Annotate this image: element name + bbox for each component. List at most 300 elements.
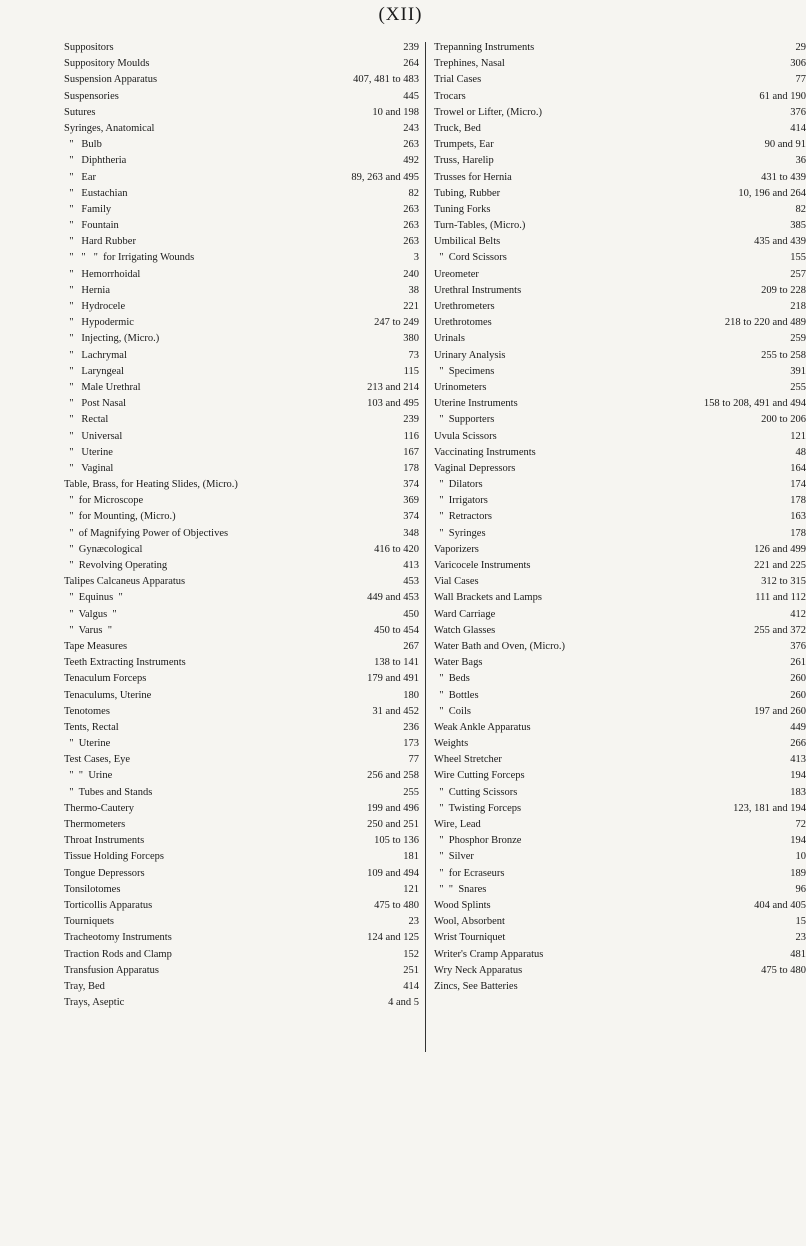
index-entry-label: " Bottles [434, 689, 479, 701]
index-entry-label: " Lachrymal [64, 349, 127, 361]
index-entry-label: Traction Rods and Clamp [64, 948, 172, 960]
index-entry-page: 31 and 452 [372, 705, 419, 717]
index-entry-page: 105 to 136 [374, 835, 419, 847]
index-entry [64, 40, 419, 56]
index-entry [64, 218, 419, 234]
index-entry-page: 213 and 214 [367, 381, 419, 393]
index-entry-label: Thermo-Cautery [64, 802, 134, 814]
index-entry [434, 752, 806, 768]
index-entry-label: Trocars [434, 90, 466, 102]
index-entry [434, 412, 806, 428]
index-entry [434, 947, 806, 963]
index-entry-label: Thermometers [64, 819, 126, 830]
index-entry-page: 167 [403, 446, 419, 458]
index-entry-page: 374 [403, 479, 419, 491]
index-entry [434, 833, 806, 849]
index-entry [434, 736, 806, 752]
index-entry-label: Umbilical Belts [434, 236, 501, 248]
index-entry-page: 103 and 495 [367, 398, 419, 410]
index-entry [64, 963, 419, 979]
index-entry-page: 109 and 494 [367, 867, 419, 879]
index-entry-label: " Rectal [64, 414, 109, 426]
index-entry-label: Truck, Bed [434, 122, 481, 134]
index-entry [434, 882, 806, 898]
index-entry [64, 234, 419, 250]
index-entry-page: 121 [790, 430, 806, 442]
index-entry-label: " Hypodermic [64, 317, 134, 329]
index-entry [64, 736, 419, 752]
index-entry-page: 29 [795, 42, 806, 53]
index-entry-page: 121 [403, 883, 419, 895]
index-entry [434, 671, 806, 687]
index-entry-page: 255 and 372 [754, 624, 806, 636]
index-entry-page: 23 [408, 916, 419, 928]
index-entry-page: 449 and 453 [367, 592, 419, 604]
index-entry-page: 239 [403, 42, 419, 53]
index-entry [64, 461, 419, 477]
page-number: (XII) [378, 4, 423, 25]
index-entry [64, 526, 419, 542]
index-entry-page: 414 [403, 980, 419, 992]
index-entry [434, 477, 806, 493]
index-entry [434, 315, 806, 331]
index-entry [434, 202, 806, 218]
index-entry-page: 348 [403, 527, 419, 539]
index-entry-label: Urethrometers [434, 301, 495, 312]
index-entry-page: 90 and 91 [764, 139, 806, 151]
index-entry [434, 299, 806, 315]
index-entry-label: Water Bath and Oven, (Micro.) [434, 640, 565, 652]
index-entry-label: " Hard Rubber [64, 236, 136, 248]
index-entry-page: 72 [795, 819, 806, 830]
index-entry [434, 542, 806, 558]
index-entry-page: 431 to 439 [761, 171, 806, 183]
index-entry-page: 391 [790, 365, 806, 377]
index-entry [434, 768, 806, 784]
index-entry-label: Urethral Instruments [434, 284, 522, 296]
index-entry [64, 930, 419, 946]
index-entry [64, 866, 419, 882]
index-entry-page: 255 [790, 381, 806, 393]
index-entry-page: 199 and 496 [367, 802, 419, 814]
index-entry-page: 82 [408, 187, 419, 199]
index-entry-page: 247 to 249 [374, 317, 419, 329]
index-entry [434, 56, 806, 72]
index-entry-label: Tenaculum Forceps [64, 673, 147, 685]
index-entry-page: 15 [795, 916, 806, 928]
index-entry [64, 655, 419, 671]
index-entry-page: 194 [790, 770, 806, 782]
index-entry-label: Ward Carriage [434, 608, 496, 620]
index-entry-label: " Phosphor Bronze [434, 835, 522, 847]
index-entry-label: Talipes Calcaneus Apparatus [64, 576, 186, 588]
index-entry-label: " " Urine [64, 770, 113, 782]
index-entry-page: 218 [790, 301, 806, 312]
index-entry-label: Tubing, Rubber [434, 187, 501, 199]
index-entry-label: Vaporizers [434, 543, 479, 555]
index-entry-page: 152 [403, 948, 419, 960]
index-entry-label: Trepanning Instruments [434, 42, 535, 53]
index-entry-page: 126 and 499 [754, 543, 806, 555]
index-entry [434, 574, 806, 590]
index-entry [64, 299, 419, 315]
index-entry-label: " Retractors [434, 511, 492, 523]
index-entry [434, 963, 806, 979]
index-entry-page: 259 [790, 333, 806, 345]
index-entry-page: 416 to 420 [374, 543, 419, 555]
index-entry [64, 186, 419, 202]
index-entry-page: 374 [403, 511, 419, 523]
index-entry-page: 306 [790, 58, 806, 70]
index-entry-label: Wall Brackets and Lamps [434, 592, 542, 604]
index-entry-page: 178 [403, 462, 419, 474]
index-entry [64, 542, 419, 558]
index-entry [64, 947, 419, 963]
index-entry-page: 251 [403, 964, 419, 976]
index-entry [64, 412, 419, 428]
index-entry [64, 688, 419, 704]
index-entry-label: Torticollis Apparatus [64, 899, 153, 911]
index-entry [64, 396, 419, 412]
index-entry [434, 801, 806, 817]
index-entry [434, 267, 806, 283]
index-entry [434, 866, 806, 882]
index-entry-label: Table, Brass, for Heating Slides, (Micro.) [64, 479, 238, 491]
index-entry-label: " Supporters [434, 414, 495, 426]
index-entry [64, 250, 419, 266]
index-entry-page: 73 [408, 349, 419, 361]
index-entry-label: " Diphtheria [64, 155, 127, 167]
index-entry [434, 137, 806, 153]
index-entry-page: 255 [403, 786, 419, 798]
index-entry-label: Suspension Apparatus [64, 74, 158, 86]
index-entry-label: " Uterine [64, 738, 111, 750]
index-entry-page: 236 [403, 721, 419, 733]
index-entry [64, 558, 419, 574]
index-entry-page: 96 [795, 883, 806, 895]
index-entry-label: " Uterine [64, 446, 113, 458]
index-entry-page: 221 and 225 [754, 560, 806, 571]
index-entry-label: Urinary Analysis [434, 349, 506, 361]
index-entry-label: Trowel or Lifter, (Micro.) [434, 106, 542, 118]
index-entry-label: Truss, Harelip [434, 155, 494, 167]
index-entry-label: " Irrigators [434, 495, 488, 507]
index-entry-label: Tissue Holding Forceps [64, 851, 164, 863]
index-entry-page: 450 to 454 [374, 624, 419, 636]
index-column-left [64, 40, 419, 1011]
index-entry [64, 429, 419, 445]
index-entry [434, 396, 806, 412]
index-entry-page: 10 [795, 851, 806, 863]
index-entry-page: 61 and 190 [759, 90, 806, 102]
index-entry-label: Wrist Tourniquet [434, 932, 506, 944]
index-entry-label: Trays, Aseptic [64, 997, 125, 1009]
index-entry-page: 209 to 228 [761, 284, 806, 296]
index-entry-page: 385 [790, 220, 806, 232]
index-entry [434, 914, 806, 930]
index-entry-page: 250 and 251 [367, 819, 419, 830]
index-entry-label: " Ear [64, 171, 96, 183]
index-entry-label: Urinals [434, 333, 465, 345]
index-entry [64, 623, 419, 639]
index-entry [64, 72, 419, 88]
index-entry-label: Wool, Absorbent [434, 916, 505, 928]
index-entry [64, 720, 419, 736]
index-entry [64, 170, 419, 186]
index-entry-page: 180 [403, 689, 419, 701]
index-entry-page: 255 to 258 [761, 349, 806, 361]
index-entry [434, 218, 806, 234]
index-entry [434, 930, 806, 946]
index-entry-page: 435 and 439 [754, 236, 806, 248]
index-entry-page: 163 [790, 511, 806, 523]
index-entry-label: Vial Cases [434, 576, 479, 588]
index-entry-page: 173 [403, 738, 419, 750]
index-entry-page: 155 [790, 252, 806, 264]
index-entry-page: 179 and 491 [367, 673, 419, 685]
index-entry-label: " Family [64, 203, 112, 215]
index-entry [64, 849, 419, 865]
index-entry [64, 477, 419, 493]
index-entry-label: Tonsilotomes [64, 883, 121, 895]
index-entry [434, 639, 806, 655]
index-entry-page: 263 [403, 236, 419, 248]
index-entry [434, 655, 806, 671]
index-entry-page: 267 [403, 640, 419, 652]
index-entry-label: " Valgus " [64, 608, 117, 620]
index-entry-page: 376 [790, 640, 806, 652]
index-entry-label: " Hernia [64, 284, 110, 296]
index-entry-page: 111 and 112 [755, 592, 806, 604]
index-entry-label: " Hemorrhoidal [64, 268, 141, 280]
index-entry [64, 267, 419, 283]
index-entry [64, 153, 419, 169]
index-entry [434, 590, 806, 606]
index-entry [64, 348, 419, 364]
index-entry-page: 260 [790, 689, 806, 701]
index-entry-label: Writer's Cramp Apparatus [434, 948, 544, 960]
index-entry-page: 256 and 258 [367, 770, 419, 782]
index-entry-page: 264 [403, 58, 419, 70]
index-entry-label: " Silver [434, 851, 474, 863]
index-entry-label: Turn-Tables, (Micro.) [434, 220, 526, 232]
index-entry-page: 123, 181 and 194 [733, 802, 806, 814]
index-entry-page: 475 to 480 [761, 964, 806, 976]
index-entry-label: Tuning Forks [434, 203, 491, 215]
index-entry [434, 250, 806, 266]
index-entry-label: Trial Cases [434, 74, 482, 86]
index-entry-page: 138 to 141 [374, 657, 419, 669]
index-entry-page: 183 [790, 786, 806, 798]
index-entry-label: Tenaculums, Uterine [64, 689, 152, 701]
index-entry-label: " Laryngeal [64, 365, 124, 377]
index-entry [434, 234, 806, 250]
index-entry-page: 263 [403, 203, 419, 215]
index-entry-label: Varicocele Instruments [434, 560, 531, 571]
index-entry-label: Uterine Instruments [434, 398, 518, 410]
index-entry [434, 105, 806, 121]
index-entry [64, 752, 419, 768]
index-entry-page: 77 [795, 74, 806, 86]
index-entry-label: Syringes, Anatomical [64, 122, 155, 134]
index-entry [434, 331, 806, 347]
index-entry-page: 450 [403, 608, 419, 620]
index-entry [64, 509, 419, 525]
index-entry-page: 174 [790, 479, 806, 491]
index-entry [64, 590, 419, 606]
index-entry [64, 493, 419, 509]
index-entry-page: 312 to 315 [761, 576, 806, 588]
index-entry-page: 178 [790, 495, 806, 507]
index-entry-label: " Universal [64, 430, 123, 442]
column-divider [425, 42, 426, 1052]
index-entry-label: Vaccinating Instruments [434, 446, 536, 458]
index-entry [64, 768, 419, 784]
index-entry-page: 23 [795, 932, 806, 944]
index-entry-label: " of Magnifying Power of Objectives [64, 527, 229, 539]
index-entry-page: 194 [790, 835, 806, 847]
index-entry-page: 263 [403, 220, 419, 232]
index-entry-label: Suppository Moulds [64, 58, 150, 70]
index-entry-page: 48 [795, 446, 806, 458]
index-entry-label: Tape Measures [64, 640, 128, 652]
index-entry-label: " for Microscope [64, 495, 144, 507]
index-entry [434, 898, 806, 914]
index-entry-page: 89, 263 and 495 [351, 171, 419, 183]
index-entry-page: 243 [403, 122, 419, 134]
index-entry [64, 380, 419, 396]
index-entry-label: Urethrotomes [434, 317, 492, 329]
index-entry-page: 257 [790, 268, 806, 280]
index-entry-page: 261 [790, 657, 806, 669]
index-entry [434, 283, 806, 299]
index-entry [434, 558, 806, 574]
index-entry-page: 4 and 5 [388, 997, 419, 1009]
index-entry-page: 453 [403, 576, 419, 588]
index-entry [64, 914, 419, 930]
index-entry-page: 492 [403, 155, 419, 167]
index-entry-page: 266 [790, 738, 806, 750]
index-entry [434, 429, 806, 445]
index-entry-label: " Syringes [434, 527, 486, 539]
index-entry-page: 218 to 220 and 489 [724, 317, 806, 329]
index-entry-label: " Vaginal [64, 462, 114, 474]
index-entry [64, 882, 419, 898]
index-entry-page: 116 [403, 430, 419, 442]
index-entry-label: " Twisting Forceps [434, 802, 522, 814]
index-entry-label: Wire, Lead [434, 819, 481, 830]
index-entry-page: 481 [790, 948, 806, 960]
index-entry [64, 995, 419, 1011]
index-entry-label: Weights [434, 738, 469, 750]
index-entry [64, 202, 419, 218]
index-entry [64, 607, 419, 623]
index-entry [434, 89, 806, 105]
index-entry-label: Wheel Stretcher [434, 754, 502, 766]
index-entry [434, 607, 806, 623]
index-entry-label: " for Mounting, (Micro.) [64, 511, 176, 523]
index-entry-label: " " Snares [434, 883, 487, 895]
index-entry-label: Test Cases, Eye [64, 754, 131, 766]
index-entry-page: 407, 481 to 483 [353, 74, 419, 86]
index-entry-page: 369 [403, 495, 419, 507]
index-entry-label: Vaginal Depressors [434, 462, 516, 474]
index-entry-label: Wry Neck Apparatus [434, 964, 523, 976]
index-entry-label: Watch Glasses [434, 624, 496, 636]
index-entry [64, 105, 419, 121]
index-entry-page: 475 to 480 [374, 899, 419, 911]
index-entry-label: " Specimens [434, 365, 495, 377]
index-entry-label: " Cord Scissors [434, 252, 507, 264]
index-entry-label: " for Ecraseurs [434, 867, 505, 879]
index-entry [434, 40, 806, 56]
index-entry-label: " Fountain [64, 220, 119, 232]
index-entry-label: Tents, Rectal [64, 721, 119, 733]
index-entry [434, 623, 806, 639]
index-entry [434, 364, 806, 380]
index-entry [434, 526, 806, 542]
index-entry [434, 817, 806, 833]
index-entry [434, 979, 806, 995]
index-entry [64, 364, 419, 380]
index-entry [434, 461, 806, 477]
index-entry-label: " Male Urethral [64, 381, 141, 393]
index-entry-page: 260 [790, 673, 806, 685]
index-entry [64, 283, 419, 299]
index-entry [64, 704, 419, 720]
index-entry-label: " Bulb [64, 139, 102, 151]
index-entry-label: Teeth Extracting Instruments [64, 657, 186, 669]
index-entry [64, 801, 419, 817]
index-column-right [434, 40, 806, 995]
index-entry [434, 720, 806, 736]
index-entry-label: Trusses for Hernia [434, 171, 512, 183]
index-entry-label: Tray, Bed [64, 980, 105, 992]
index-entry-label: Suspensories [64, 90, 119, 102]
index-entry [434, 785, 806, 801]
index-entry-page: 38 [408, 284, 419, 296]
index-entry-label: Tongue Depressors [64, 867, 145, 879]
index-entry-label: Weak Ankle Apparatus [434, 721, 531, 733]
index-entry-label: " Hydrocele [64, 301, 126, 312]
index-entry-page: 10, 196 and 264 [738, 187, 806, 199]
index-entry-page: 413 [403, 560, 419, 571]
index-entry-label: Trumpets, Ear [434, 139, 494, 151]
index-entry-page: 158 to 208, 491 and 494 [703, 398, 806, 410]
index-entry-label: " Tubes and Stands [64, 786, 153, 798]
index-entry-label: Wood Splints [434, 899, 491, 911]
index-entry-label: " " " for Irrigating Wounds [64, 252, 195, 264]
index-entry [434, 121, 806, 137]
index-entry-page: 197 and 260 [754, 705, 806, 717]
index-entry-page: 124 and 125 [367, 932, 419, 944]
index-entry [434, 688, 806, 704]
index-entry-label: Tracheotomy Instruments [64, 932, 172, 944]
index-entry-label: " Post Nasal [64, 398, 127, 410]
index-entry-page: 115 [403, 365, 419, 377]
index-entry [434, 380, 806, 396]
index-entry-label: " Cutting Scissors [434, 786, 518, 798]
index-entry [64, 137, 419, 153]
index-entry-label: Urinometers [434, 381, 487, 393]
index-entry [434, 445, 806, 461]
index-entry-page: 413 [790, 754, 806, 766]
index-entry-page: 449 [790, 721, 806, 733]
index-entry [64, 331, 419, 347]
index-entry-page: 181 [403, 851, 419, 863]
index-entry [64, 817, 419, 833]
index-entry-label: " Revolving Operating [64, 560, 168, 571]
